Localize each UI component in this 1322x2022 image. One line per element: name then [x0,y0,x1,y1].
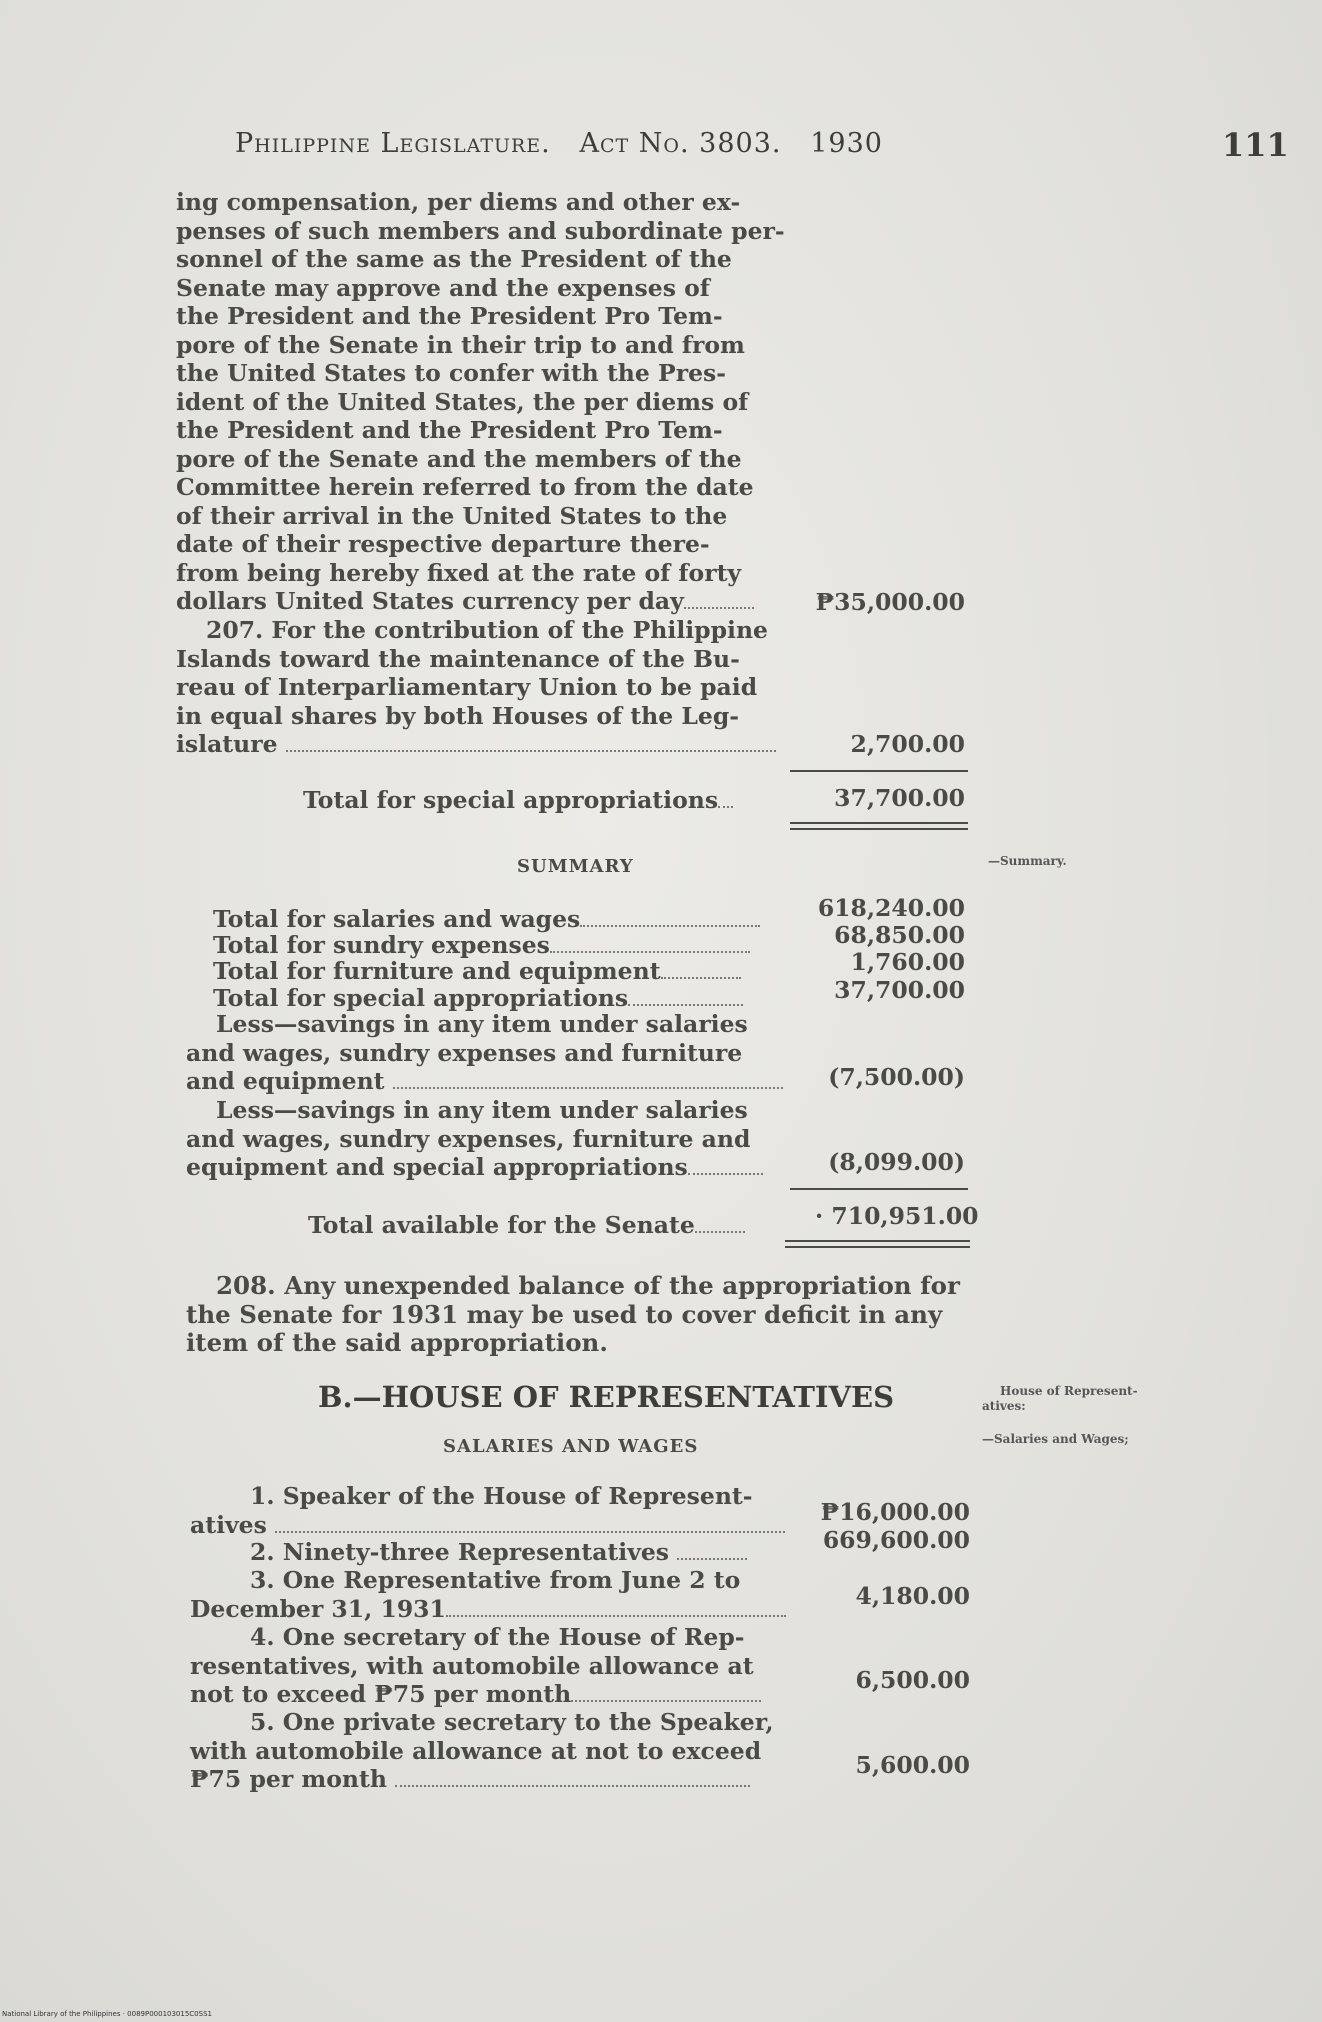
text-line: ₱75 per month [190,1765,774,1794]
text-line: December 31, 1931 [190,1595,786,1624]
text-line: in equal shares by both Houses of the Leg- [176,701,740,730]
scan-footer: National Library of the Philippines · 0089P000103015C0SS1 [2,2010,212,2018]
text-line: ing compensation, per diems and other ex- [176,188,741,216]
text-line: the President and the President Pro Tem- [176,416,723,444]
header-year: 1930 [810,128,883,159]
text-line: reau of Interparliamentary Union to be paid [176,673,758,701]
double-rule [790,828,968,830]
text-line: ident of the United States, the per diems of [176,387,749,416]
text-line: Less—savings in any item under salaries [216,1096,748,1124]
text-line: of their arrival in the United States to the [176,501,728,530]
header-act: Act No. 3803. [579,128,782,159]
text-line: atives [190,1511,785,1540]
text-line: and wages, sundry expenses and furniture [186,1038,743,1067]
senate-total-label: Total available for the Senate [308,1211,745,1239]
text-line: 3. One Representative from June 2 to [250,1566,741,1594]
text-line: pore of the Senate in their trip to and from [176,330,745,359]
senate-total-amount: · 710,951.00 [815,1202,979,1230]
text-line: 208. Any unexpended balance of the appropriation for [216,1271,960,1300]
text-line: islature [176,730,776,759]
running-header [235,128,883,159]
text-line: with automobile allowance at not to exceed [190,1736,762,1765]
continuation-paragraph [176,188,785,616]
double-rule [785,1246,970,1248]
text-line: not to exceed ₱75 per month [190,1680,761,1709]
text-line: penses of such members and subordinate per- [176,216,785,245]
text-line: resentatives, with automobile allowance at [190,1651,754,1680]
text-line: Committee herein referred to from the date [176,473,754,501]
summary-side-note: —Summary. [988,854,1067,868]
header-title: Philippine Legislature. [235,128,551,159]
summary-row: Total for furniture and equipment [213,957,741,985]
text-line: the Senate for 1931 may be used to cover deficit in any [186,1299,943,1329]
house-item-2 [190,1538,747,1567]
text-line: dollars United States currency per day [176,587,785,616]
house-item-3 [190,1566,786,1623]
text-line: and wages, sundry expenses, furniture and [186,1124,751,1153]
rule [790,1188,968,1190]
item-207-amount: 2,700.00 [850,730,965,758]
text-line: Less—savings in any item under salaries [216,1010,748,1038]
salaries-side-note: —Salaries and Wages; [982,1432,1129,1446]
house-item-2-amount: 669,600.00 [822,1526,970,1554]
house-side-note: House of Represent- [1000,1384,1138,1398]
summary-amount: 1,760.00 [850,948,965,976]
house-item-1-amount: ₱16,000.00 [820,1498,970,1526]
item-207 [176,616,776,759]
summary-amount: 618,240.00 [817,894,965,922]
text-line: 4. One secretary of the House of Rep- [250,1623,745,1651]
text-line: date of their respective departure there- [176,530,710,558]
summary-row: Total for salaries and wages [213,905,760,933]
house-side-note: atives: [982,1399,1026,1413]
text-line: Islands toward the maintenance of the Bu- [176,644,740,673]
text-line: item of the said appropriation. [186,1328,608,1357]
house-item-1 [190,1482,785,1539]
salaries-heading: SALARIES AND WAGES [443,1436,699,1457]
text-line: 207. For the contribution of the Philippine [206,616,769,644]
special-total-label: Total for special appropriations [303,786,733,814]
text-line: the United States to confer with the Pres- [176,359,727,387]
text-line: 5. One private secretary to the Speaker, [250,1708,774,1736]
house-item-5 [190,1708,774,1794]
text-line: the President and the President Pro Tem- [176,302,723,330]
summary-amount: 68,850.00 [834,921,965,949]
house-heading: B.—HOUSE OF REPRESENTATIVES [318,1380,895,1414]
summary-less-2-amount: (8,099.00) [828,1148,965,1176]
text-line: sonnel of the same as the President of the [176,245,732,273]
house-item-4 [190,1623,761,1709]
house-item-5-amount: 5,600.00 [855,1751,970,1779]
summary-row: Total for special appropriations [213,984,743,1012]
text-line: pore of the Senate and the members of the [176,444,742,473]
text-line: equipment and special appropriations [186,1153,763,1182]
summary-less-1 [186,1010,783,1096]
continuation-amount: ₱35,000.00 [815,588,965,616]
summary-row: Total for sundry expenses [213,931,750,959]
page-number: 111 [1222,126,1289,164]
text-line: from being hereby fixed at the rate of forty [176,558,742,587]
double-rule [790,822,968,824]
double-rule [785,1240,970,1242]
item-208 [186,1272,960,1358]
summary-less-1-amount: (7,500.00) [828,1063,965,1091]
rule [790,770,968,772]
text-line: and equipment [186,1067,783,1096]
text-line: 1. Speaker of the House of Represent- [250,1482,753,1510]
text-line: 2. Ninety-three Representatives [190,1538,747,1567]
special-total-amount: 37,700.00 [834,784,965,812]
house-item-4-amount: 6,500.00 [855,1666,970,1694]
summary-heading: SUMMARY [517,856,634,877]
summary-less-2 [186,1096,763,1182]
summary-amount: 37,700.00 [834,976,965,1004]
text-line: Senate may approve and the expenses of [176,273,710,302]
house-item-3-amount: 4,180.00 [855,1582,970,1610]
